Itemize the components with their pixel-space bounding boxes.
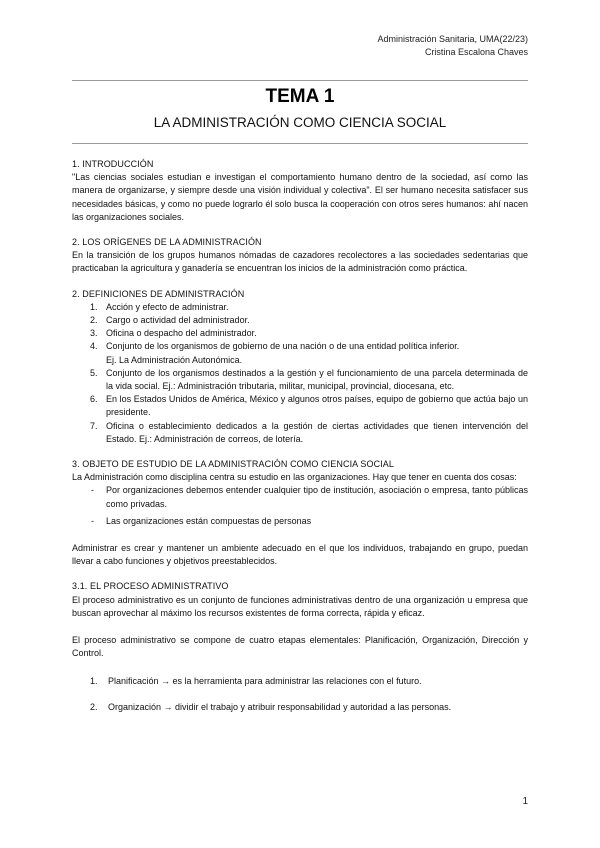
list-item — [72, 314, 528, 327]
list-text: Las organizaciones están compuestas de personas — [106, 515, 312, 526]
list-item — [72, 484, 528, 510]
list-text: Organización → dividir el trabajo y atribuir responsabilidad y autoridad a las personas. — [108, 701, 452, 712]
section-objeto-de-estudio — [72, 458, 528, 568]
paragraph: En la transición de los grupos humanos nómadas de cazadores recolectores a las sociedades sedentarias que practicaban la agricultura y ganadería se encuentran los inicios de la administración como práctica. — [72, 250, 528, 274]
list-item — [72, 675, 528, 688]
list-item — [72, 367, 528, 393]
paragraph: La Administración como disciplina centra su estudio en las organizaciones. Hay que tener en cuenta dos cosas: — [72, 472, 517, 483]
list-text: Conjunto de los organismos destinados a la gestión y el funcionamiento de una parcela determinada de la vida social. Ej.: Administración tributaria, militar, municipal, provincial, diocesana, etc. — [106, 367, 528, 392]
list-example: Ej. La Administración Autonómica. — [106, 354, 243, 365]
section-heading: 2. LOS ORÍGENES DE LA ADMINISTRACIÓN — [72, 237, 262, 248]
section-heading: 3. OBJETO DE ESTUDIO DE LA ADMINISTRACIÓN COMO CIENCIA SOCIAL — [72, 459, 394, 470]
section-definiciones — [72, 288, 528, 446]
dash-bullet: - — [91, 485, 94, 496]
paragraph: El proceso administrativo se compone de cuatro etapas elementales: Planificación, Organización, Dirección y Control. — [72, 635, 528, 659]
paragraph: El proceso administrativo es un conjunto de funciones administrativas dentro de una organización u empresa que buscan aprovechar al máximo los recursos existentes de forma correcta, rápida y eficaz. — [72, 594, 528, 618]
list-item — [72, 301, 528, 314]
list-text: Por organizaciones debemos entender cualquier tipo de institución, asociación o empresa, tanto públicas como privadas. — [106, 485, 528, 509]
section-origenes — [72, 236, 528, 276]
dash-bullet: - — [91, 515, 94, 526]
list-item — [72, 340, 528, 366]
header-author: Cristina Escalona Chaves — [424, 47, 528, 57]
section-proceso-administrativo — [72, 580, 528, 713]
list-item — [72, 701, 528, 714]
list-number: 1. — [90, 675, 98, 686]
document-body — [72, 158, 528, 727]
paragraph: Administrar es crear y mantener un ambiente adecuado en el que los individuos, trabajando en grupo, puedan llevar a cabo funciones y objetivos preestablecidos. — [72, 543, 528, 567]
list-text: Conjunto de los organismos de gobierno de una nación o de una entidad política inferior. — [106, 341, 460, 352]
definitions-list — [72, 301, 528, 446]
section-heading: 2. DEFINICIONES DE ADMINISTRACIÓN — [72, 288, 245, 299]
list-text: Acción y efecto de administrar. — [106, 301, 229, 312]
header-course: Administración Sanitaria, UMA(22/23) — [377, 34, 528, 44]
stages-list — [72, 675, 528, 714]
section-heading: 1. INTRODUCCIÓN — [72, 159, 154, 169]
list-number: 6. — [90, 394, 98, 405]
section-introduccion — [72, 158, 528, 224]
list-text: Oficina o establecimiento dedicados a la gestión de ciertas actividades que tienen intervención del Estado. Ej.: Administración de correos, de lotería. — [106, 420, 528, 444]
list-item — [72, 420, 528, 446]
page-title: TEMA 1 — [265, 86, 335, 107]
page-subtitle: LA ADMINISTRACIÓN COMO CIENCIA SOCIAL — [153, 115, 447, 130]
list-number: 2. — [90, 701, 98, 712]
list-number: 5. — [90, 367, 98, 378]
page-number: 1 — [522, 796, 528, 807]
list-text: Cargo o actividad del administrador. — [106, 315, 250, 326]
list-item — [72, 327, 528, 340]
list-number: 2. — [90, 315, 98, 326]
list-item — [72, 515, 528, 528]
list-item — [72, 393, 528, 419]
list-text: En los Estados Unidos de América, México y algunos otros países, equipo de gobierno que actúa bajo un presidente. — [106, 394, 528, 418]
list-number: 3. — [90, 328, 98, 339]
list-text: Planificación → es la herramienta para administrar las relaciones con el futuro. — [108, 675, 422, 686]
list-number: 7. — [90, 420, 98, 431]
section-heading: 3.1. EL PROCESO ADMINISTRATIVO — [72, 581, 229, 592]
running-header — [377, 33, 528, 59]
bullet-list — [72, 484, 528, 528]
list-number: 4. — [90, 341, 98, 352]
top-divider — [72, 80, 528, 81]
list-number: 1. — [90, 301, 98, 312]
list-text: Oficina o despacho del administrador. — [106, 328, 257, 339]
title-divider — [72, 143, 528, 144]
paragraph: "Las ciencias sociales estudian e investigan el comportamiento humano dentro de la sociedad, así como las manera de organizarse, y siempre desde una visión individual y colectiva". El ser humano necesita satisfacer sus necesidades básicas, y como no puede lograrlo él solo busca la cooperación con otros seres humanos: ahí nacen las organizaciones sociales. — [72, 172, 528, 222]
